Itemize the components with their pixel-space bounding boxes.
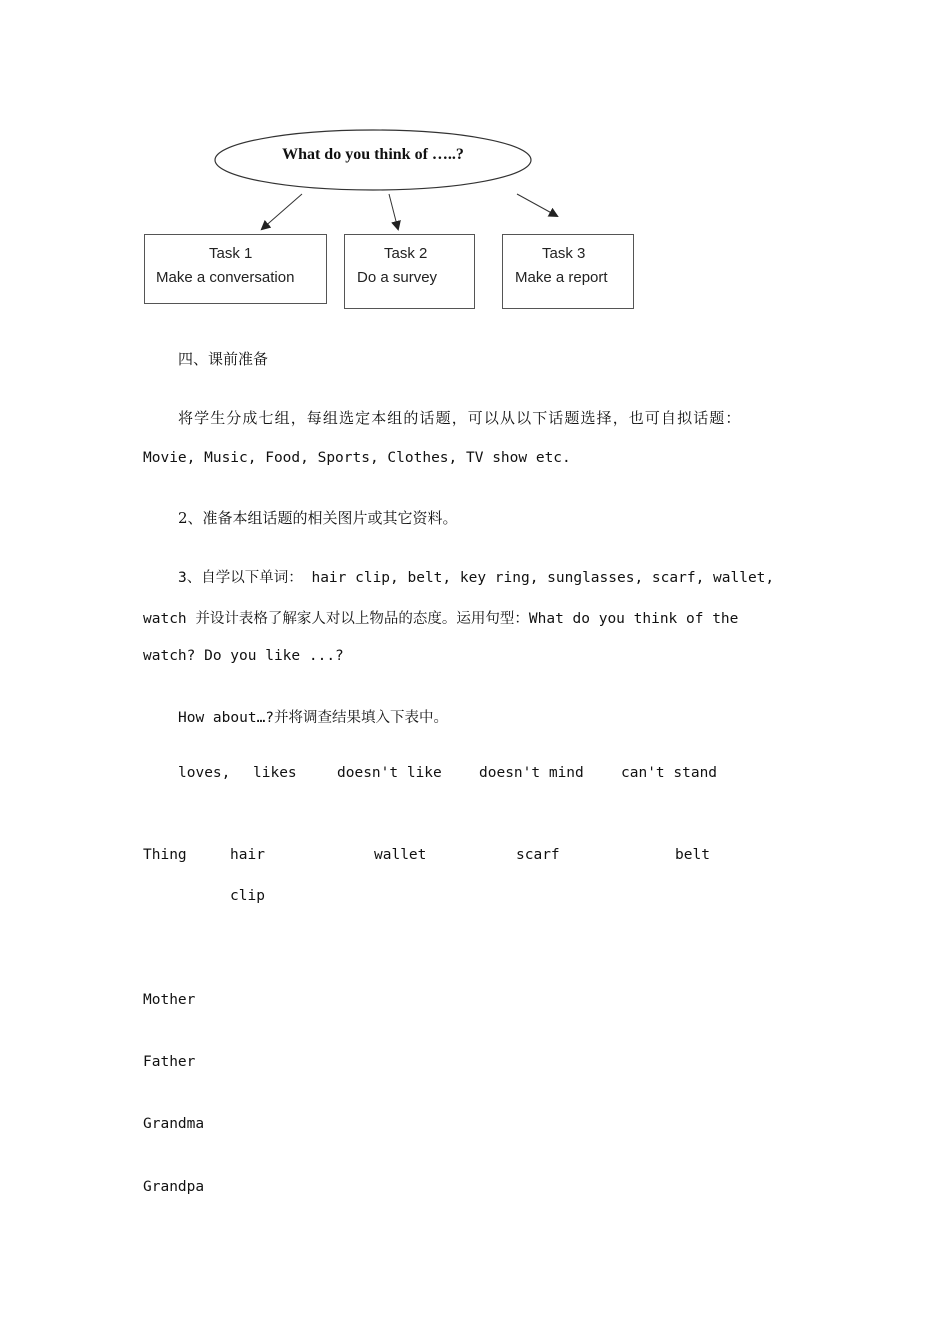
attitude-likes: likes — [253, 765, 297, 781]
task-box-2 — [344, 234, 475, 309]
task-title: Task 3 — [542, 245, 586, 262]
task-diagram — [0, 0, 950, 330]
task-desc: Make a report — [515, 269, 608, 286]
task-box-3 — [502, 234, 634, 309]
arrow-to-task2 — [389, 194, 398, 229]
arrow-to-task1 — [262, 194, 302, 229]
table-header-thing: Thing — [143, 847, 187, 863]
diagram-lines — [0, 0, 950, 330]
topic-list: Movie, Music, Food, Sports, Clothes, TV show etc. — [143, 450, 571, 466]
task-desc: Do a survey — [357, 269, 438, 286]
grouping-instruction: 将学生分成七组，每组选定本组的话题，可以从以下话题选择，也可自拟话题： — [178, 409, 742, 427]
attitude-cant-stand: can't stand — [621, 765, 718, 781]
table-row-grandpa: Grandpa — [143, 1179, 205, 1195]
item-3-line2: watch 并设计表格了解家人对以上物品的态度。运用句型：What do you think of the — [143, 611, 739, 627]
item-3-line1: 3、自学以下单词： hair clip, belt, key ring, sunglasses, scarf, wallet, — [178, 570, 775, 586]
table-header-clip: clip — [230, 888, 265, 904]
section-heading: 四、课前准备 — [178, 350, 269, 368]
task-title: Task 2 — [384, 245, 428, 262]
item-2: 2、准备本组话题的相关图片或其它资料。 — [178, 509, 458, 527]
table-row-mother: Mother — [143, 992, 196, 1008]
attitude-loves: loves, — [178, 765, 231, 781]
task-box-1 — [144, 234, 327, 304]
table-row-father: Father — [143, 1054, 196, 1070]
table-header-belt: belt — [675, 847, 710, 863]
attitude-doesnt-like: doesn't like — [337, 765, 442, 781]
attitude-doesnt-mind: doesn't mind — [479, 765, 584, 781]
table-header-hair: hair — [230, 847, 265, 863]
center-question: What do you think of …..? — [282, 146, 464, 163]
arrow-to-task3 — [517, 194, 557, 216]
task-desc: Make a conversation — [156, 269, 295, 286]
table-row-grandma: Grandma — [143, 1116, 205, 1132]
table-header-wallet: wallet — [374, 847, 427, 863]
how-about-line: How about…?并将调查结果填入下表中。 — [178, 710, 449, 726]
item-3-line3: watch? Do you like ...? — [143, 648, 344, 664]
task-title: Task 1 — [209, 245, 253, 262]
table-header-scarf: scarf — [516, 847, 560, 863]
